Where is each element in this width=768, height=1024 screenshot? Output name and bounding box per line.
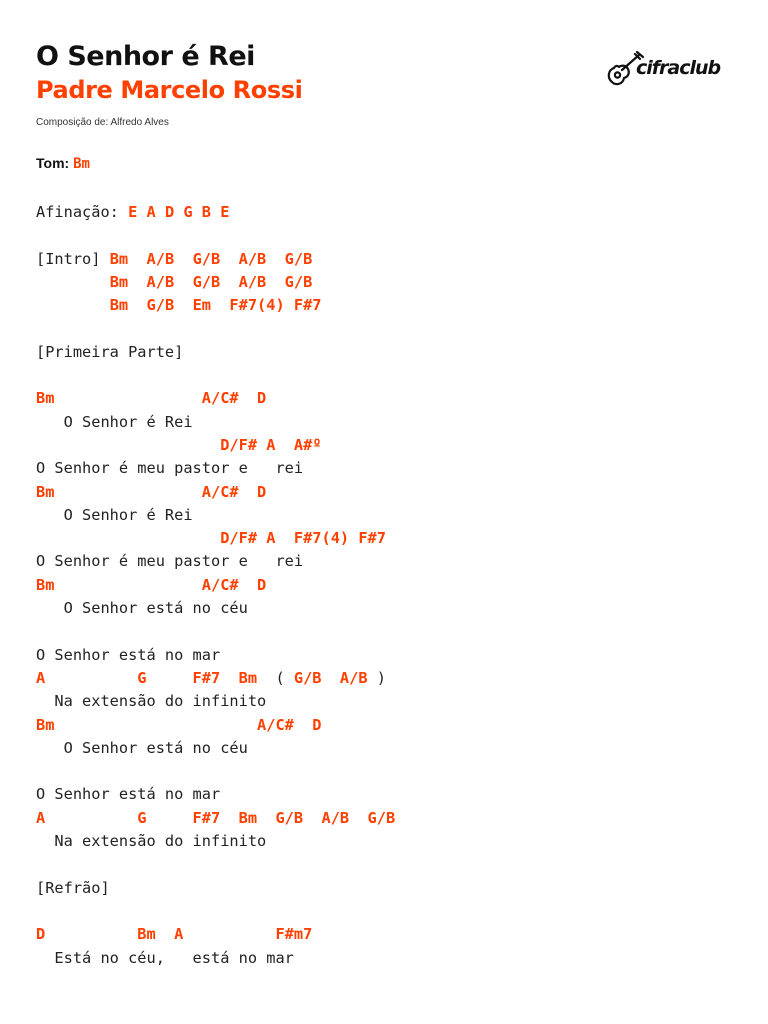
artist-name[interactable]: Padre Marcelo Rossi xyxy=(36,76,303,104)
lyric-text: O Senhor está no mar xyxy=(36,785,221,804)
lyric-text: O Senhor está no céu xyxy=(36,738,248,757)
chord[interactable]: Bm A/C# D xyxy=(36,715,322,734)
tom-key[interactable]: Bm xyxy=(73,156,90,172)
lyric-text: ) xyxy=(367,668,386,687)
lyric-line xyxy=(36,783,395,806)
chord-line xyxy=(36,387,395,410)
blank-line xyxy=(36,620,395,643)
song-key xyxy=(36,155,90,172)
lyric-text: O Senhor está no céu xyxy=(36,599,248,618)
blank-line xyxy=(36,853,395,876)
chord-line xyxy=(36,574,395,597)
blank-line xyxy=(36,317,395,340)
lyric-text: [Primeira Parte] xyxy=(36,342,184,361)
chord[interactable]: D Bm A F#m7 xyxy=(36,925,313,944)
chord[interactable]: E A D G B E xyxy=(128,203,230,221)
cifraclub-logo[interactable] xyxy=(606,46,720,92)
lyric-text: O Senhor é Rei xyxy=(36,412,193,431)
chord[interactable]: Bm G/B Em F#7(4) F#7 xyxy=(109,296,322,315)
lyric-text: [Refrão] xyxy=(36,878,110,897)
lyric-text xyxy=(36,296,110,314)
chord-line xyxy=(36,294,395,317)
lyric-text: Está no céu, está no mar xyxy=(36,948,294,967)
lyric-text: O Senhor é Rei xyxy=(36,505,193,524)
lyric-line xyxy=(36,411,395,434)
lyric-text: [Intro] xyxy=(36,249,110,268)
blank-line xyxy=(36,900,395,923)
chord[interactable]: Bm A/C# D xyxy=(36,482,267,501)
lyric-line xyxy=(36,644,395,667)
blank-line xyxy=(36,760,395,783)
lyric-text: Na extensão do infinito xyxy=(36,692,267,711)
blank-line xyxy=(36,224,395,247)
chord-line xyxy=(36,667,395,690)
lyric-line xyxy=(36,947,395,970)
tom-label: Tom: xyxy=(36,155,70,171)
chord[interactable]: A G F#7 Bm xyxy=(36,668,276,687)
chord-line xyxy=(36,248,395,271)
chord-line xyxy=(36,923,395,946)
lyric-line xyxy=(36,737,395,760)
chord-line xyxy=(36,481,395,504)
lyric-line xyxy=(36,457,395,480)
chord[interactable]: Bm A/B G/B A/B G/B xyxy=(109,249,313,268)
chord[interactable]: D/F# A F#7(4) F#7 xyxy=(36,529,386,548)
chord-line xyxy=(36,714,395,737)
chord[interactable]: Bm A/C# D xyxy=(36,575,267,594)
chord-sheet xyxy=(36,201,395,970)
lyric-text: Na extensão do infinito xyxy=(36,832,267,851)
lyric-line xyxy=(36,830,395,853)
chord[interactable]: Bm A/C# D xyxy=(36,389,267,408)
lyric-line xyxy=(36,550,395,573)
lyric-line xyxy=(36,597,395,620)
chord[interactable]: Bm A/B G/B A/B G/B xyxy=(109,272,313,291)
chord[interactable]: D/F# A A#º xyxy=(36,435,322,454)
lyric-line xyxy=(36,877,395,900)
blank-line xyxy=(36,364,395,387)
lyric-line xyxy=(36,504,395,527)
lyric-text: ( xyxy=(275,668,294,687)
chord[interactable]: G/B A/B xyxy=(293,668,368,687)
logo-text: cifraclub xyxy=(636,57,721,79)
chord-line xyxy=(36,527,395,550)
lyric-text: O Senhor é meu pastor e rei xyxy=(36,552,304,571)
lyric-line xyxy=(36,341,395,364)
chord-line xyxy=(36,434,395,457)
lyric-text: O Senhor é meu pastor e rei xyxy=(36,459,304,478)
chord-line xyxy=(36,271,395,294)
chord[interactable]: A G F#7 Bm G/B A/B G/B xyxy=(36,808,396,827)
lyric-text: O Senhor está no mar xyxy=(36,645,221,664)
song-title: O Senhor é Rei xyxy=(36,41,255,72)
composer-credit: Composição de: Alfredo Alves xyxy=(36,117,169,128)
chord-line xyxy=(36,807,395,830)
lyric-text xyxy=(36,273,110,291)
lyric-text: Afinação: xyxy=(36,203,129,221)
chord-line xyxy=(36,201,395,224)
lyric-line xyxy=(36,690,395,713)
